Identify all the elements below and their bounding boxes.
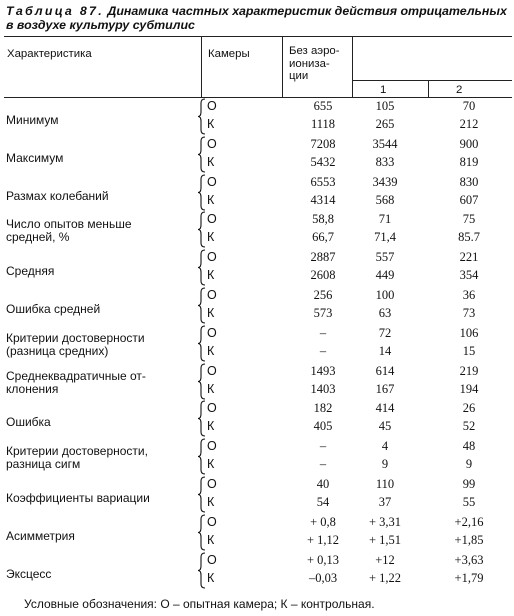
footnote: Условные обозначения: О – опытная камера; К – контрольная. <box>24 597 375 611</box>
chamber-k: К <box>207 381 215 396</box>
brace-icon <box>197 363 206 400</box>
header-divider-1 <box>201 37 202 97</box>
row-label: Критерии достоверности (разница средних) <box>6 330 145 358</box>
cell-value: 405 <box>313 419 333 434</box>
brace-icon <box>197 211 206 248</box>
brace-icon <box>197 552 206 589</box>
row-label: Среднеквадратичные от- клонения <box>6 368 146 396</box>
cell-value: 655 <box>313 99 333 113</box>
cell-value: +1,85 <box>454 532 484 547</box>
chamber-k: К <box>207 154 215 169</box>
row-label: Критерии достоверности, разница сигм <box>6 444 148 472</box>
row-label: Ошибка средней <box>6 302 101 316</box>
brace-icon <box>197 325 206 362</box>
cell-value: 557 <box>375 250 395 265</box>
chamber-k: К <box>207 457 215 472</box>
cell-value: 568 <box>375 192 395 207</box>
cell-value: 26 <box>462 401 476 416</box>
cell-value: 70 <box>462 99 476 113</box>
cell-value: 100 <box>375 288 395 302</box>
cell-value: 219 <box>459 363 479 378</box>
cell-value: – <box>319 439 327 454</box>
chamber-k: К <box>207 268 215 283</box>
cell-value: 75 <box>462 212 476 227</box>
row-label: Максимум <box>6 150 64 165</box>
cell-value: 256 <box>313 288 333 302</box>
cell-value: 48 <box>462 439 476 454</box>
header-col-2: 2 <box>456 84 463 96</box>
cell-value: + 1,51 <box>368 532 402 547</box>
cell-value: 85.7 <box>458 230 480 245</box>
cell-value: 9 <box>465 457 473 472</box>
cell-value: 830 <box>459 174 479 189</box>
row-label: Минимум <box>6 113 59 127</box>
cell-value: 354 <box>459 268 479 283</box>
cell-value: – <box>319 343 327 358</box>
cell-value: + 0,8 <box>310 514 336 529</box>
title-line-1: Динамика частных характеристик действия отрицательных <box>107 4 507 18</box>
cell-value: 15 <box>462 343 476 358</box>
chamber-k: К <box>207 117 215 131</box>
row-label: Размах колебаний <box>6 188 109 203</box>
cell-value: 37 <box>378 495 392 509</box>
header-characteristic: Характеристика <box>7 48 92 60</box>
chamber-o: О <box>207 250 217 265</box>
cell-value: 71 <box>378 212 392 227</box>
cell-value: 99 <box>462 477 476 491</box>
brace-icon <box>197 438 206 475</box>
brace-icon <box>197 287 206 324</box>
brace-icon <box>197 249 206 286</box>
cell-value: 105 <box>375 99 395 113</box>
cell-value: +12 <box>375 552 395 567</box>
cell-value: 63 <box>378 306 392 320</box>
row-label: Ошибка <box>6 415 51 430</box>
row-label: Средняя <box>6 264 55 279</box>
cell-value: 71,4 <box>374 230 396 245</box>
cell-value: 45 <box>378 419 392 434</box>
cell-value: 819 <box>459 154 479 169</box>
cell-value: 54 <box>316 495 330 509</box>
brace-icon <box>197 136 206 173</box>
cell-value: 58,8 <box>312 212 334 227</box>
cell-value: 2608 <box>310 268 336 283</box>
cell-value: + 3,31 <box>368 514 402 529</box>
chamber-o: О <box>207 439 217 454</box>
chamber-o: О <box>207 99 217 113</box>
row-label: Коэффициенты вариации <box>6 491 150 505</box>
cell-value: 72 <box>378 325 392 340</box>
chamber-o: О <box>207 363 217 378</box>
cell-value: 833 <box>375 154 395 169</box>
chamber-o: О <box>207 136 217 151</box>
header-divider-4 <box>428 81 429 97</box>
cell-value: – <box>319 325 327 340</box>
cell-value: 66,7 <box>312 230 334 245</box>
chamber-k: К <box>207 230 215 245</box>
row-label: Асимметрия <box>6 528 75 543</box>
title-line-2: в воздухе культуру субтилис <box>6 18 195 32</box>
chamber-k: К <box>207 343 215 358</box>
cell-value: + 1,22 <box>368 570 402 585</box>
table-title <box>6 4 511 32</box>
cell-value: 4 <box>381 439 389 454</box>
chamber-o: О <box>207 477 217 491</box>
brace-icon <box>197 476 206 513</box>
cell-value: 40 <box>316 477 330 491</box>
chamber-k: К <box>207 192 215 207</box>
cell-value: 55 <box>462 495 476 509</box>
header-no-aeroion: Без аэро- иониза- ции <box>289 45 340 82</box>
chamber-o: О <box>207 325 217 340</box>
brace-icon <box>197 514 206 551</box>
cell-value: 1118 <box>310 117 336 131</box>
row-label: Число опытов меньше средней, % <box>6 217 132 245</box>
chamber-k: К <box>207 306 215 320</box>
cell-value: +1,79 <box>454 570 484 585</box>
chamber-o: О <box>207 288 217 302</box>
header-top-rule <box>4 36 512 37</box>
cell-value: 449 <box>375 268 395 283</box>
chamber-k: К <box>207 532 215 547</box>
cell-value: 1493 <box>310 363 336 378</box>
header-divider-3 <box>352 37 353 97</box>
cell-value: 110 <box>375 477 395 491</box>
chamber-o: О <box>207 212 217 227</box>
row-label: Эксцесс <box>6 566 52 581</box>
cell-value: +3,63 <box>454 552 484 567</box>
cell-value: 14 <box>378 343 392 358</box>
chamber-o: О <box>207 514 217 529</box>
chamber-o: О <box>207 174 217 189</box>
cell-value: – <box>319 457 327 472</box>
brace-icon <box>197 174 206 211</box>
cell-value: + 1,12 <box>306 532 340 547</box>
cell-value: 7208 <box>310 136 336 151</box>
cell-value: 6553 <box>310 174 336 189</box>
chamber-k: К <box>207 419 215 434</box>
cell-value: 1403 <box>310 381 336 396</box>
cell-value: 36 <box>462 288 476 302</box>
cell-value: 212 <box>459 117 479 131</box>
cell-value: 265 <box>375 117 395 131</box>
chamber-k: К <box>207 495 215 509</box>
cell-value: 221 <box>459 250 479 265</box>
cell-value: + 0,13 <box>306 552 340 567</box>
header-sub-rule <box>352 80 512 81</box>
cell-value: 194 <box>459 381 479 396</box>
cell-value: 614 <box>375 363 395 378</box>
cell-value: 4314 <box>310 192 336 207</box>
cell-value: 5432 <box>310 154 336 169</box>
cell-value: 3439 <box>372 174 398 189</box>
header-col-1: 1 <box>380 84 387 96</box>
chamber-o: О <box>207 552 217 567</box>
cell-value: 52 <box>462 419 476 434</box>
cell-value: 2887 <box>310 250 336 265</box>
brace-icon <box>197 98 206 135</box>
cell-value: 414 <box>375 401 395 416</box>
header-chambers: Камеры <box>208 48 250 60</box>
cell-value: 900 <box>459 136 479 151</box>
cell-value: 167 <box>375 381 395 396</box>
header-divider-2 <box>282 37 283 97</box>
cell-value: 573 <box>313 306 333 320</box>
cell-value: 182 <box>313 401 333 416</box>
cell-value: 607 <box>459 192 479 207</box>
table-number: Таблица 87. <box>6 4 104 18</box>
chamber-k: К <box>207 570 215 585</box>
cell-value: 106 <box>459 325 479 340</box>
header-bottom-rule <box>4 97 512 98</box>
cell-value: 3544 <box>372 136 398 151</box>
chamber-o: О <box>207 401 217 416</box>
cell-value: 73 <box>462 306 476 320</box>
cell-value: +2,16 <box>454 514 484 529</box>
brace-icon <box>197 400 206 437</box>
cell-value: 9 <box>381 457 389 472</box>
cell-value: –0,03 <box>308 570 338 585</box>
